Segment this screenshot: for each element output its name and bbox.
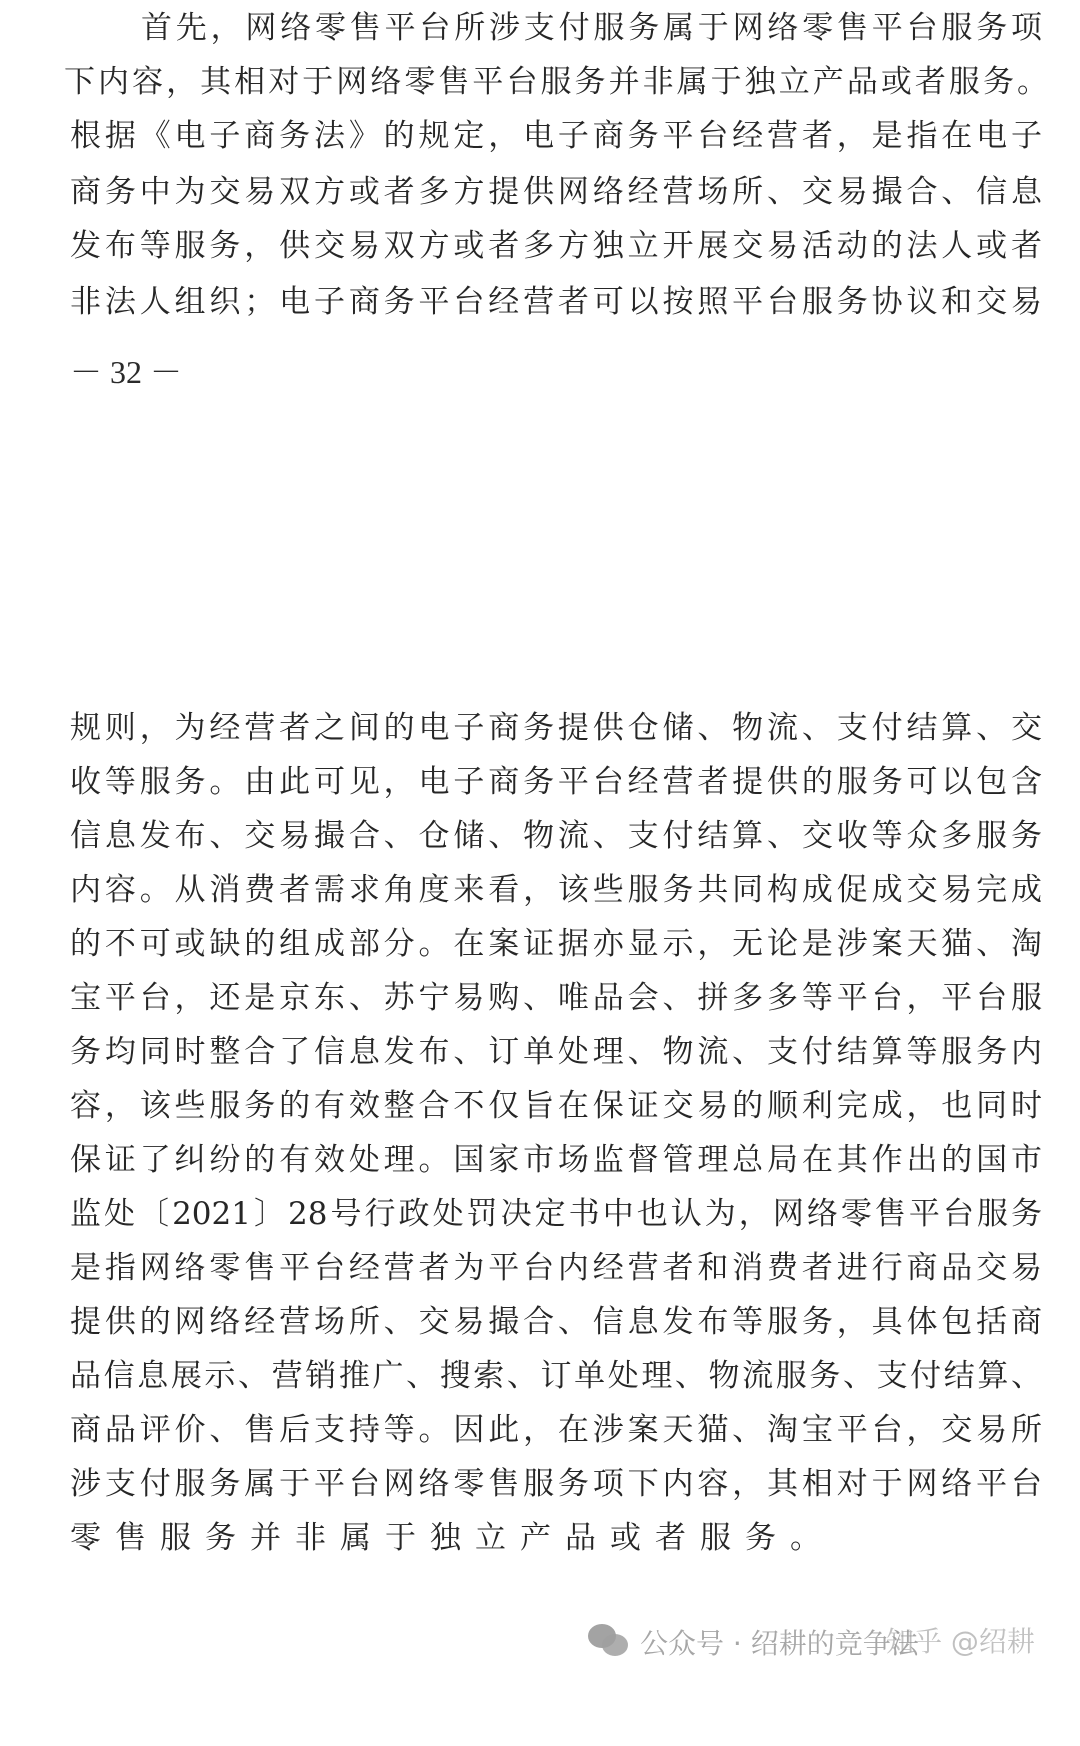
paragraph-line: 的不可或缺的组成部分。在案证据亦显示，无论是涉案天猫、淘 bbox=[70, 926, 1042, 962]
page-number: － 32 － bbox=[70, 354, 183, 390]
paragraph-line: 零售服务并非属于独立产品或者服务。 bbox=[70, 1520, 835, 1556]
paragraph-line: 品信息展示、营销推广、搜索、订单处理、物流服务、支付结算、 bbox=[70, 1358, 1042, 1394]
paragraph-line: 下内容，其相对于网络零售平台服务并非属于独立产品或者服务。 bbox=[64, 64, 1048, 100]
paragraph-line: 根据《电子商务法》的规定，电子商务平台经营者，是指在电子 bbox=[70, 118, 1042, 154]
wechat-icon bbox=[588, 1624, 632, 1660]
paragraph-line: 宝平台，还是京东、苏宁易购、唯品会、拼多多等平台，平台服 bbox=[70, 980, 1042, 1016]
paragraph-line: 提供的网络经营场所、交易撮合、信息发布等服务，具体包括商 bbox=[70, 1304, 1042, 1340]
paragraph-line: 务均同时整合了信息发布、订单处理、物流、支付结算等服务内 bbox=[70, 1034, 1042, 1070]
paragraph-line: 收等服务。由此可见，电子商务平台经营者提供的服务可以包含 bbox=[70, 764, 1042, 800]
paragraph-line: 信息发布、交易撮合、仓储、物流、支付结算、交收等众多服务 bbox=[70, 818, 1042, 854]
paragraph-line: 商务中为交易双方或者多方提供网络经营场所、交易撮合、信息 bbox=[70, 174, 1042, 210]
paragraph-line: 涉支付服务属于平台网络零售服务项下内容，其相对于网络平台 bbox=[70, 1466, 1042, 1502]
paragraph-line: 是指网络零售平台经营者为平台内经营者和消费者进行商品交易 bbox=[70, 1250, 1042, 1286]
watermark bbox=[588, 1622, 919, 1662]
paragraph-line: 容，该些服务的有效整合不仅旨在保证交易的顺利完成，也同时 bbox=[70, 1088, 1042, 1124]
paragraph-line: 非法人组织；电子商务平台经营者可以按照平台服务协议和交易 bbox=[70, 284, 1042, 320]
paragraph-line: 规则，为经营者之间的电子商务提供仓储、物流、支付结算、交 bbox=[70, 710, 1042, 746]
watermark-overlay: 知乎 @绍耕 bbox=[886, 1625, 1035, 1658]
paragraph-line: 保证了纠纷的有效处理。国家市场监督管理总局在其作出的国市 bbox=[70, 1142, 1042, 1178]
watermark-text: 公众号 · 绍耕的竞争法 bbox=[640, 1627, 919, 1660]
paragraph-line: 内容。从消费者需求角度来看，该些服务共同构成促成交易完成 bbox=[70, 872, 1042, 908]
paragraph-line: 商品评价、售后支持等。因此，在涉案天猫、淘宝平台，交易所 bbox=[70, 1412, 1042, 1448]
paragraph-line: 首先，网络零售平台所涉支付服务属于网络零售平台服务项 bbox=[141, 10, 1042, 46]
paragraph-line: 监处〔2021〕28号行政处罚决定书中也认为，网络零售平台服务 bbox=[70, 1196, 1042, 1232]
paragraph-line: 发布等服务，供交易双方或者多方独立开展交易活动的法人或者 bbox=[70, 228, 1042, 264]
